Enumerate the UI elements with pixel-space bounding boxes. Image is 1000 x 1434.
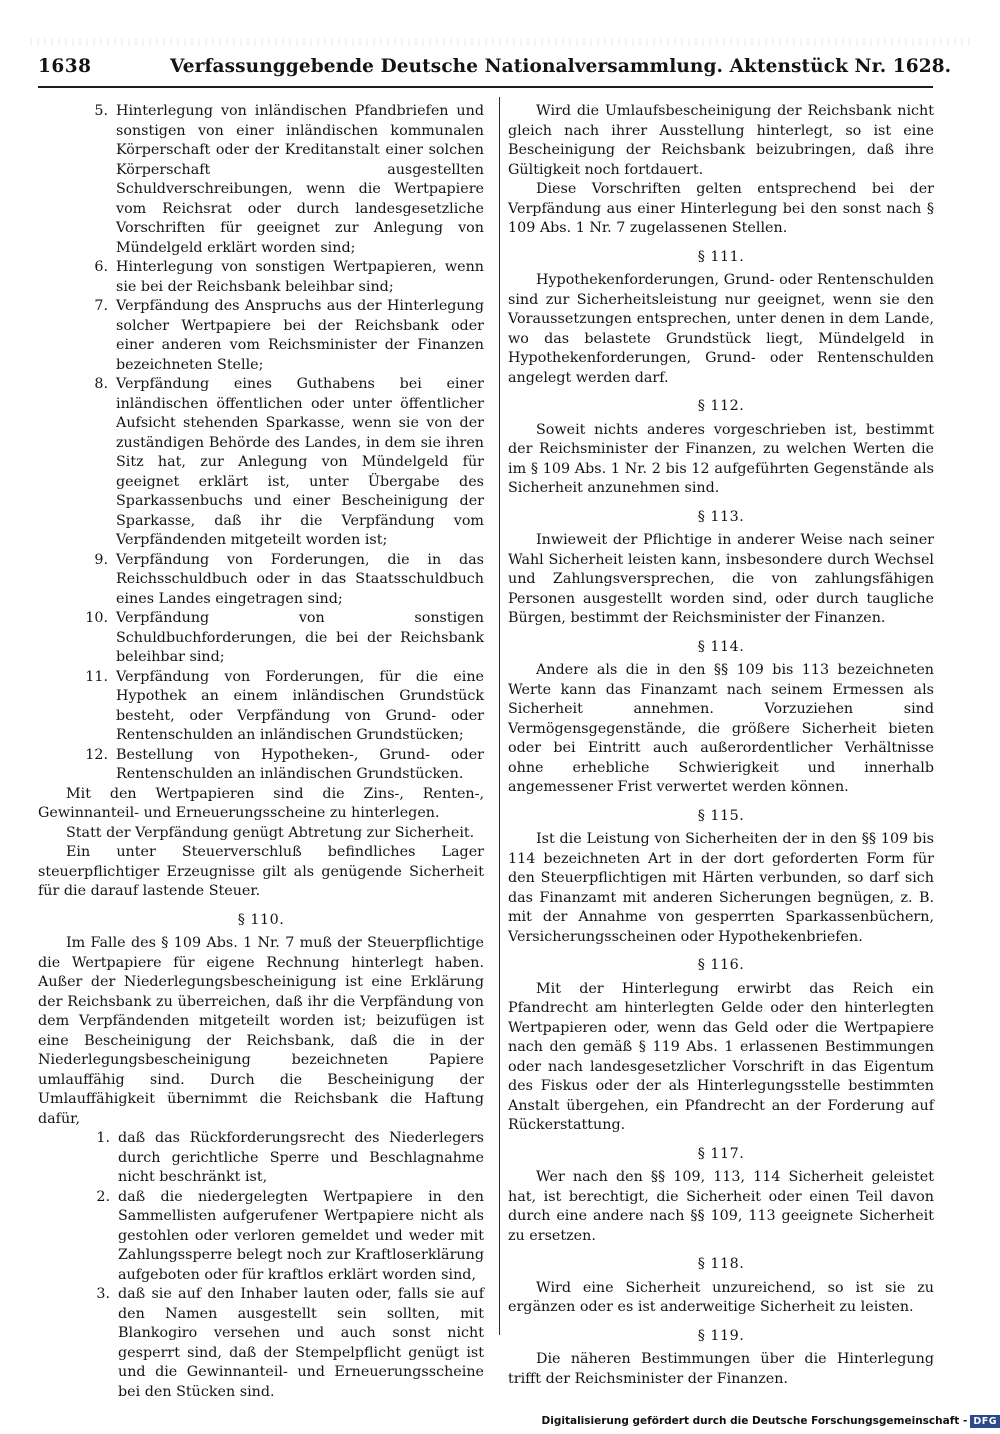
paragraph-lager: Ein unter Steuerverschluß befindliches Lager steuerpflichtiger Erzeugnisse gilt als genügende Sicherheit für die darauf lastende Steuer.	[38, 844, 484, 899]
item-text: Hinterlegung von inländischen Pfandbriefen und sonstigen von einer inländischen kommunalen Körperschaft oder der Kreditanstalt einer solchen Körperschaft ausgestellten Schuldverschreibungen, wenn die Wertpapiere vom Reichsrat oder durch landesgesetzliche Vorschriften für geeignet zur Anlegung von Mündelgeld erklärt worden sind;	[116, 103, 484, 256]
item-text: Verpfändung von Forderungen, für die eine Hypothek an einem inländischen Grundstück besteht, oder Verpfändung von Grund- oder Rentenschulden an inländischen Grundstücken;	[116, 668, 484, 743]
item-text: Verpfändung eines Guthabens bei einer inländischen öffentlichen oder unter öffentlicher Aufsicht stehenden Sparkasse, wenn sie von der zuständigen Behörde des Landes, in dem sie ihren Sitz hat, zur Anlegung von Mündelgeld für geeignet erklärt ist, unter Übergabe des Sparkassenbuchs und einer Bescheinigung der Sparkasse, daß ihr die Verpfändung vom Verpfändenden mitgeteilt worden ist;	[116, 376, 484, 548]
item-text: Bestellung von Hypotheken-, Grund- oder Rentenschulden an inländischen Grundstücken.	[116, 746, 484, 782]
item-number: 1.	[96, 1130, 110, 1146]
item-text: Verpfändung von Forderungen, die in das Reichsschuldbuch oder in das Staatsschuldbuch eines Landes eingetragen sind;	[116, 551, 484, 607]
item-number: 8.	[94, 376, 108, 392]
item-number: 10.	[85, 610, 108, 626]
section-heading: § 113.	[697, 508, 745, 525]
section-heading: § 119.	[697, 1327, 745, 1344]
item-text: daß die niedergelegten Wertpapiere in den Sammellisten aufgerufener Wertpapiere nicht als gestohlen oder verloren gemeldet und weder mit Zahlungssperre belegt noch zur Kraftloserklärung aufgeboten oder für kraftlos erklärt worden sind,	[118, 1188, 484, 1283]
list-item	[38, 668, 484, 746]
section-heading: § 111.	[697, 248, 745, 265]
list-item	[38, 1188, 484, 1286]
list-item	[38, 551, 484, 610]
section-text: Wird eine Sicherheit unzureichend, so ist sie zu ergänzen oder es ist anderweitige Sicherheit zu leisten.	[508, 1279, 934, 1315]
item-text: daß das Rückforderungsrecht des Niederlegers durch gerichtliche Sperre und Beschlagnahme nicht beschränkt ist,	[118, 1130, 484, 1185]
right-column	[508, 102, 934, 1389]
header-rule	[38, 86, 933, 88]
list-item	[38, 1129, 484, 1188]
credit-text: Digitalisierung gefördert durch die Deutsche Forschungsgemeinschaft -	[541, 1415, 968, 1427]
section-heading: § 118.	[697, 1256, 745, 1272]
item-number: 2.	[96, 1188, 110, 1205]
list-item	[38, 375, 484, 551]
section-text: Im Falle des § 109 Abs. 1 Nr. 7 muß der Steuerpflichtige die Wertpapiere für eigene Rechnung hinterlegt haben. Außer der Niederlegungsbescheinigung ist eine Erklärung der Reichsbank zu überreichen, daß ihr die Verpfändung von dem Verpfändenden mitgeteilt worden ist; beizufügen ist eine Bescheinigung der Reichsbank, daß die in der Niederlegungsbescheinigung bezeichneten Papiere umlauffähig sind. Durch die Bescheinigung der Umlauffähigkeit übernimmt die Reichsbank die Haftung dafür,	[38, 935, 484, 1127]
section-heading: § 112.	[697, 398, 745, 414]
list-item	[38, 297, 484, 375]
page-header	[38, 56, 952, 84]
digitization-credit	[542, 1412, 1000, 1430]
section-text: Wer nach den §§ 109, 113, 114 Sicherheit geleistet hat, ist berechtigt, die Sicherheit oder einen Teil davon durch eine andere nach §§ 109, 113 geeignete Sicherheit zu ersetzen.	[508, 1169, 934, 1244]
running-title: Verfassunggebende Deutsche Nationalversammlung. Aktenstück Nr. 1628.	[170, 56, 952, 77]
section-text: Inwieweit der Pflichtige in anderer Weise nach seiner Wahl Sicherheit leisten kann, insbesondere durch Wechsel und Zahlungsversprechen, die von zahlungsfähigen Personen ausgestellt worden sind, oder durch taugliche Bürgen, bestimmt der Reichsminister der Finanzen.	[508, 532, 934, 626]
paragraph-vorschriften: Diese Vorschriften gelten entsprechend bei der Verpfändung aus einer Hinterlegung bei den sonst nach § 109 Abs. 1 Nr. 7 zugelassenen Stellen.	[508, 181, 934, 236]
section-heading: § 110.	[237, 911, 285, 928]
section-text: Mit der Hinterlegung erwirbt das Reich ein Pfandrecht am hinterlegten Gelde oder den hinterlegten Wertpapieren oder, wenn das Geld oder die Wertpapiere nach den gemäß § 119 Abs. 1 erlassenen Bestimmungen oder nach landesgesetzlicher Vorschrift in das Eigentum des Fiskus oder der als Hinterlegungsstelle bestimmten Anstalt übergehen, ein Pfandrecht an der Forderung auf Rückerstattung.	[508, 980, 934, 1133]
item-number: 9.	[94, 551, 108, 568]
item-text: daß sie auf den Inhaber lauten oder, falls sie auf den Namen ausgestellt sein sollten, mit Blankogiro versehen und auch sonst nicht gesperrt sind, daß der Stempelpflicht genügt ist und die Gewinnanteil- und Erneuerungsscheine bei den Stücken sind.	[118, 1286, 484, 1400]
section-heading: § 117.	[697, 1145, 745, 1162]
item-number: 7.	[94, 298, 108, 314]
section-text: Hypothekenforderungen, Grund- oder Rentenschulden sind zur Sicherheitsleistung nur geeignet, wenn sie den Voraussetzungen entsprechen, unter denen in dem Lande, wo das belastete Grundstück liegt, Mündelgeld in Hypothekenforderungen, Grund- oder Rentenschulden angelegt werden darf.	[508, 272, 934, 386]
section-text: Soweit nichts anderes vorgeschrieben ist, bestimmt der Reichsminister der Finanzen, zu welchen Werten die im § 109 Abs. 1 Nr. 2 bis 12 aufgeführten Gegenstände als Sicherheit anzunehmen sind.	[508, 421, 934, 496]
dfg-logo: DFG	[970, 1415, 1000, 1428]
section-heading: § 114.	[697, 638, 745, 655]
item-text: Verpfändung des Anspruchs aus der Hinterlegung solcher Wertpapiere bei der Reichsbank oder einer anderen vom Reichsminister der Finanzen bezeichneten Stelle;	[116, 298, 484, 373]
item-number: 6.	[94, 259, 108, 275]
item-number: 12.	[85, 746, 108, 763]
list-item	[38, 609, 484, 668]
section-heading: § 116.	[697, 957, 745, 973]
section-text: Die näheren Bestimmungen über die Hinterlegung trifft der Reichsminister der Finanzen.	[508, 1351, 934, 1387]
item-number: 5.	[94, 103, 108, 119]
column-divider	[499, 97, 500, 1335]
scan-noise	[30, 38, 970, 46]
list-item	[38, 102, 484, 258]
page-number: 1638	[38, 56, 92, 77]
list-item	[38, 1285, 484, 1402]
section-text: Andere als die in den §§ 109 bis 113 bezeichneten Werte kann das Finanzamt nach seinem Ermessen als Sicherheit annehmen. Vorzuziehen sind Vermögensgegenstände, die größere Sicherheit bieten oder bei Eintritt auch außerordentlicher Verhältnisse ohne erhebliche Schwierigkeit und innerhalb angemessener Frist verwertet werden können.	[508, 662, 934, 795]
list-item	[38, 746, 484, 785]
item-number: 11.	[85, 668, 108, 685]
section-heading: § 115.	[697, 807, 745, 824]
paragraph-umlauf: Wird die Umlaufsbescheinigung der Reichsbank nicht gleich nach ihrer Ausstellung hinterlegt, so ist eine Bescheinigung der Reichsbank beizubringen, daß ihre Gültigkeit noch fortdauert.	[508, 103, 934, 178]
section-text: Ist die Leistung von Sicherheiten der in den §§ 109 bis 114 bezeichneten Art in der dort geforderten Form für den Steuerpflichtigen mit Härten verbunden, so darf sich das Finanzamt mit anderen Sicherungen begnügen, z. B. mit der Annahme von gesperrten Sparkassenbüchern, Versicherungsscheinen oder Hypothekenbriefen.	[508, 831, 934, 945]
paragraph-abtretung: Statt der Verpfändung genügt Abtretung zur Sicherheit.	[66, 824, 475, 841]
item-number: 3.	[96, 1286, 110, 1302]
item-text: Verpfändung von sonstigen Schuldbuchforderungen, die bei der Reichsbank beleihbar sind;	[116, 610, 484, 665]
item-text: Hinterlegung von sonstigen Wertpapieren, wenn sie bei der Reichsbank beleihbar sind;	[116, 259, 484, 295]
paragraph-coupons: Mit den Wertpapieren sind die Zins-, Renten-, Gewinnanteil- und Erneuerungsscheine zu hinterlegen.	[38, 785, 484, 821]
left-column	[38, 102, 484, 1402]
list-item	[38, 258, 484, 297]
